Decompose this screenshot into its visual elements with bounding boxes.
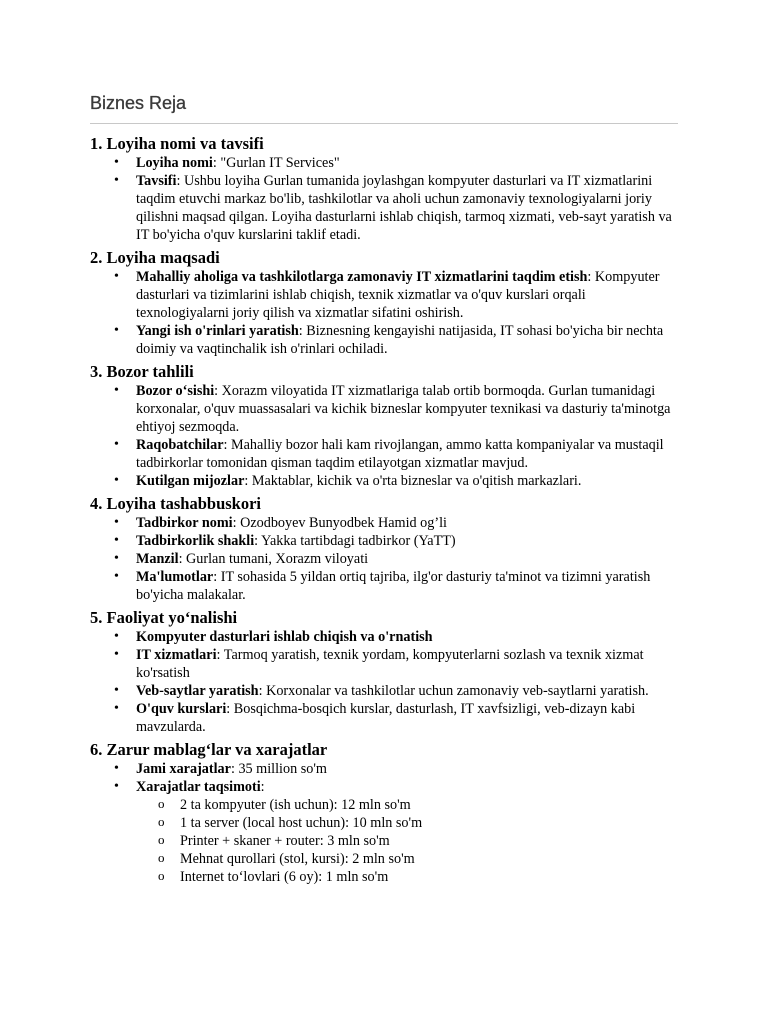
- sub-list-item: o 1 ta server (local host uchun): 10 mln so'm: [180, 814, 680, 832]
- section-heading: 1. Loyiha nomi va tavsifi: [90, 134, 264, 153]
- list-item: [136, 172, 680, 244]
- sub-list-item: o 2 ta kompyuter (ish uchun): 12 mln so'm: [180, 796, 680, 814]
- section-project-name: [90, 133, 680, 244]
- section-initiator: [90, 493, 680, 604]
- list-item: [136, 322, 680, 358]
- sub-list-item: o Printer + skaner + router: 3 mln so'm: [180, 832, 680, 850]
- sub-list-item: o Mehnat qurollari (stol, kursi): 2 mln so'm: [180, 850, 680, 868]
- item-text: : Gurlan tumani, Xorazm viloyati: [178, 551, 369, 567]
- section-activity-areas: [90, 607, 680, 736]
- section-project-goal: [90, 247, 680, 358]
- section-heading: 3. Bozor tahlili: [90, 362, 194, 381]
- bullet-list: [90, 514, 680, 604]
- item-text: : "Gurlan IT Services": [212, 155, 340, 171]
- item-label: Ma'lumotlar: [136, 569, 214, 585]
- sub-list-item: o Internet to‘lovlari (6 oy): 1 mln so'm: [180, 868, 680, 886]
- item-text: : Yakka tartibdagi tadbirkor (YaTT): [254, 533, 456, 549]
- section-heading: 6. Zarur mablag‘lar va xarajatlar: [90, 740, 328, 759]
- list-item: [136, 382, 680, 436]
- item-label: O'quv kurslari: [136, 701, 227, 717]
- list-item: [136, 514, 680, 532]
- item-text: : IT sohasida 5 yildan ortiq tajriba, ilg'or dasturiy ta'minot va tizimni yaratish bo'yicha malakalar.: [136, 569, 651, 603]
- section-market-analysis: [90, 361, 680, 490]
- item-text: : Mahalliy bozor hali kam rivojlangan, ammo katta kompaniyalar va mustaqil tadbirkorlar tomonidan qisman taqdim etilayotgan xizmatlar mavjud.: [136, 437, 664, 471]
- section-heading: 2. Loyiha maqsadi: [90, 248, 220, 267]
- section-funding-expenses: [90, 739, 680, 886]
- title-divider: [90, 123, 678, 124]
- item-label: Xarajatlar taqsimoti: [136, 779, 261, 795]
- item-label: Loyiha nomi: [136, 155, 213, 171]
- item-text: : Tarmoq yaratish, texnik yordam, kompyuterlarni sozlash va texnik xizmat ko'rsatish: [136, 647, 644, 681]
- item-label: Veb-saytlar yaratish: [136, 683, 259, 699]
- list-item: [136, 760, 680, 778]
- item-text: : Biznesning kengayishi natijasida, IT sohasi bo'yicha bir nechta doimiy va vaqtinchalik ish o'rinlari ochiladi.: [136, 323, 664, 357]
- list-item: [136, 154, 680, 172]
- list-item: [136, 532, 680, 550]
- list-item: [136, 268, 680, 322]
- item-label: Kompyuter dasturlari ishlab chiqish va o'rnatish: [136, 629, 433, 645]
- document-body: [90, 133, 680, 889]
- bullet-list: [90, 154, 680, 244]
- item-label: IT xizmatlari: [136, 647, 217, 663]
- section-heading: 4. Loyiha tashabbuskori: [90, 494, 262, 513]
- bullet-list: [90, 760, 680, 886]
- item-label: Tadbirkorlik shakli: [136, 533, 255, 549]
- list-item: [136, 550, 680, 568]
- item-text: : Ozodboyev Bunyodbek Hamid og’li: [232, 515, 447, 531]
- item-text: : Kompyuter dasturlari va tizimlarini ishlab chiqish, texnik xizmatlar va o'quv kurslari orqali texnologiyalarni joriy qilish va xizmatlar sifatini oshirish.: [136, 269, 660, 321]
- item-text: : Bosqichma-bosqich kurslar, dasturlash, IT xavfsizligi, veb-dizayn kabi mavzularda.: [136, 701, 636, 735]
- list-item: [136, 682, 680, 700]
- list-item: [136, 472, 680, 490]
- bullet-list: [90, 628, 680, 736]
- document-title: Biznes Reja: [90, 93, 187, 113]
- item-label: Kutilgan mijozlar: [136, 473, 245, 489]
- list-item: [136, 646, 680, 682]
- section-heading: 5. Faoliyat yo‘nalishi: [90, 608, 238, 627]
- item-label: Bozor o‘sishi: [136, 383, 215, 399]
- item-text: : Maktablar, kichik va o'rta bizneslar va o'qitish markazlari.: [244, 473, 582, 489]
- item-label: Tavsifi: [136, 173, 177, 189]
- item-text: :: [260, 779, 265, 795]
- list-item: [136, 628, 680, 646]
- item-text: : Korxonalar va tashkilotlar uchun zamonaviy veb-saytlarni yaratish.: [258, 683, 649, 699]
- item-text: : Xorazm viloyatida IT xizmatlariga talab ortib bormoqda. Gurlan tumanidagi korxonalar, o'quv muassasalari va kichik bizneslar kompyuter texnikasi va dasturiy ta'minotga ehtiyoj sezmoqda.: [136, 383, 671, 435]
- list-item: [136, 778, 680, 886]
- item-label: Manzil: [136, 551, 179, 567]
- bullet-list: [90, 382, 680, 490]
- item-text: : Ushbu loyiha Gurlan tumanida joylashgan kompyuter dasturlari va IT xizmatlarini taqdim etuvchi markaz bo'lib, tashkilotlar va aholi uchun zamonaviy texnologiyalarni joriy qilishni maqsad qilgan. Loyiha dasturlarni ishlab chiqish, tarmoq xizmati, veb-sayt yaratish va IT bo'yicha o'quv kurslarini taklif etadi.: [136, 173, 672, 243]
- bullet-list: [90, 268, 680, 358]
- item-label: Jami xarajatlar: [136, 761, 231, 777]
- item-label: Raqobatchilar: [136, 437, 224, 453]
- item-text: : 35 million so'm: [230, 761, 327, 777]
- list-item: [136, 700, 680, 736]
- list-item: [136, 436, 680, 472]
- item-label: Yangi ish o'rinlari yaratish: [136, 323, 299, 339]
- sub-list: [136, 796, 680, 886]
- item-label: Tadbirkor nomi: [136, 515, 233, 531]
- item-label: Mahalliy aholiga va tashkilotlarga zamonaviy IT xizmatlarini taqdim etish: [136, 269, 588, 285]
- list-item: [136, 568, 680, 604]
